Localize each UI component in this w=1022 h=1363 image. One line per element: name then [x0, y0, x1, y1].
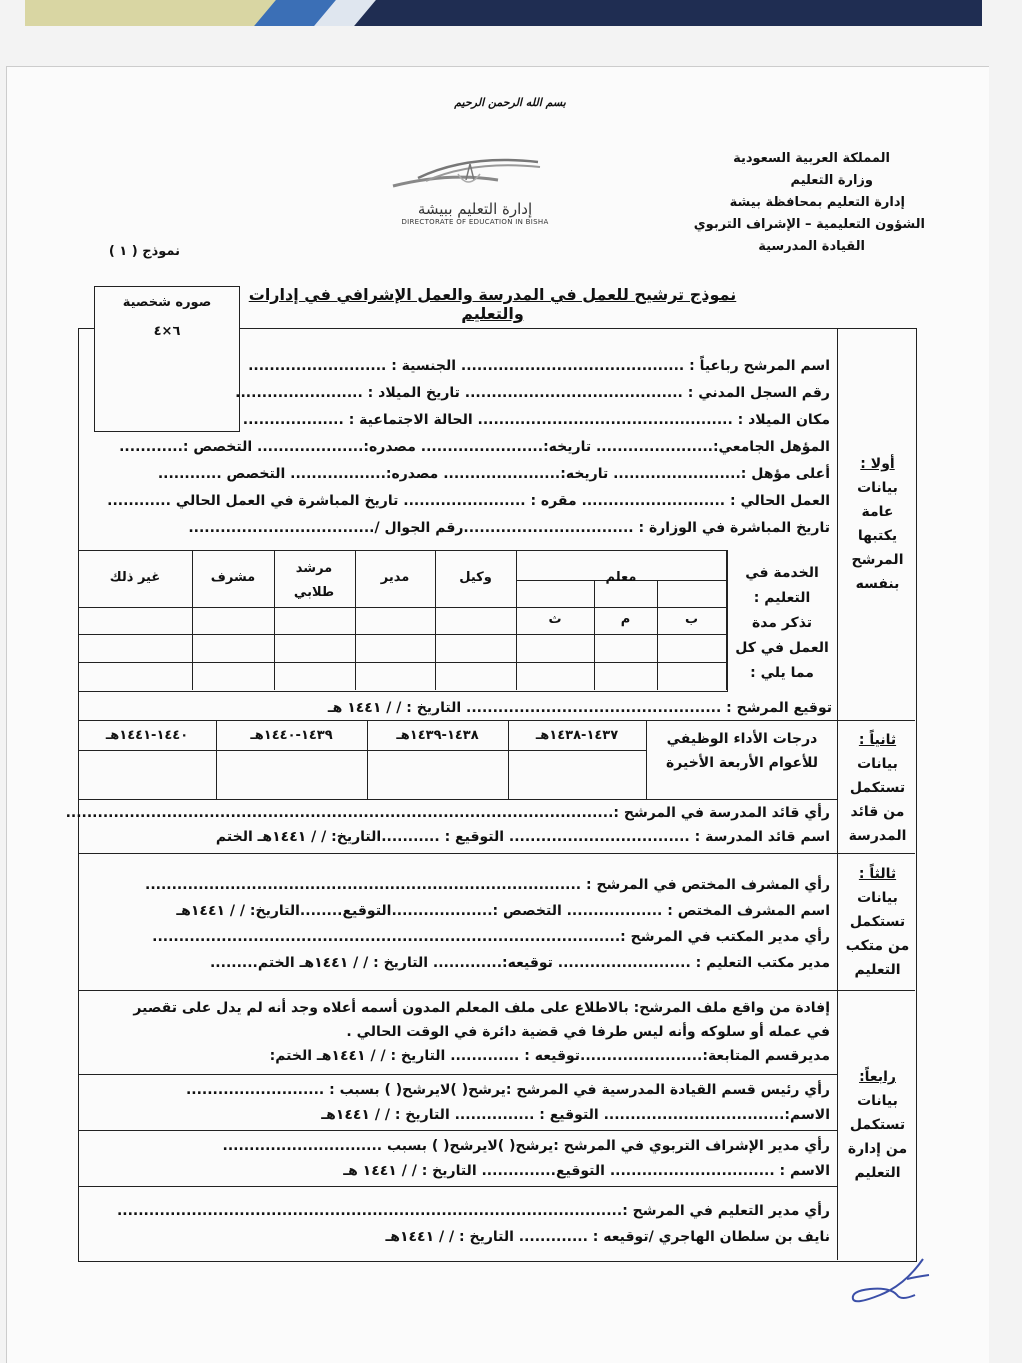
side-text: بيانات	[857, 756, 898, 772]
field-line: في عمله أو سلوكه وأنه ليس طرفا في قضية دائرة في الوقت الحالي .	[346, 1024, 830, 1040]
field-line: الاسم:.................................. التوقيع : ............... التاريخ : / / ١٤٤١هـ	[321, 1107, 830, 1123]
teacher-sub-th: ث	[548, 612, 562, 627]
side-text: ثانياً :	[858, 732, 897, 748]
section2-label	[840, 728, 915, 848]
year-1440: ١٤٤٠-١٤٤١هـ	[105, 728, 189, 743]
section3-fields	[90, 872, 830, 976]
section2-fields	[65, 801, 830, 849]
top-banner	[25, 0, 982, 26]
field-line: مكان الميلاد : ................................................ الحالة الاجتماعية : ...................	[242, 412, 830, 428]
field-line: رأي المشرف المختص في المرشح : ..................................................................................	[145, 877, 830, 893]
side-text: تستكمل	[849, 780, 906, 796]
header-line: القيادة المدرسية	[758, 239, 865, 254]
field-line: رأي مدير الإشراف التربوي في المرشح :يرشح( )لايرشح( ) بسبب ..............................	[222, 1138, 830, 1154]
photo-size: ٦×٤	[153, 324, 181, 339]
side-text: بنفسه	[855, 576, 900, 592]
section3-label	[840, 862, 915, 982]
field-line: إفادة من واقع ملف المرشح: بالاطلاع على ملف المعلم المدون أسمه أعلاه وجد أنه لم يدل على تقصير	[133, 1000, 830, 1016]
field-line: رأي مدير التعليم في المرشح :...............................................................................................	[116, 1203, 830, 1219]
side-text: تستكمل	[849, 914, 906, 930]
section1-fields	[95, 353, 830, 542]
field-line: الاسم : ............................... التوقيع.............. التاريخ : / / ١٤٤١ هـ	[343, 1163, 830, 1179]
section4-block4	[90, 1198, 830, 1250]
service-header-teacher: معلم	[605, 570, 637, 585]
service-header-supervisor: مشرف	[210, 570, 256, 585]
field-line: العمل الحالي : ........................... مقره : ....................... تاريخ المباشرة في العمل الحالي ............	[107, 493, 830, 509]
header-right	[680, 148, 925, 258]
year-1437: ١٤٣٧-١٤٣٨هـ	[535, 728, 619, 743]
header-line: إدارة التعليم بمحافظة بيشة	[729, 195, 905, 210]
side-text: عامة	[861, 504, 894, 520]
service-header-counselor: مرشد طلابي	[293, 561, 335, 600]
year-1438: ١٤٣٨-١٤٣٩هـ	[396, 728, 479, 743]
field-line: مديرقسم المتابعة:.......................توقيعه : ............. التاريخ : / / ١٤٤١هـ الختم:	[269, 1048, 830, 1064]
label-line: التعليم :	[753, 590, 811, 606]
side-text: المدرسة	[848, 828, 907, 844]
field-line: رأي مدير المكتب في المرشح :........................................................................................	[152, 929, 830, 945]
photo-label: صوره شخصية	[122, 295, 212, 310]
side-text: رابعاً:	[859, 1069, 896, 1085]
teacher-sub-m: م	[620, 612, 631, 627]
field-line: نايف بن سلطان الهاجري /توقيعه : ............. التاريخ : / / ١٤٤١هـ	[385, 1229, 830, 1245]
header-line: المملكة العربية السعودية	[733, 151, 890, 166]
teacher-sub-b: ب	[684, 612, 699, 627]
label-line: مما يلي :	[750, 665, 814, 681]
service-header-other: غير ذلك	[109, 570, 161, 585]
side-text: التعليم	[854, 1165, 901, 1181]
header-line: الشؤون التعليمية – الإشراف التربوي	[693, 217, 925, 232]
logo	[380, 150, 570, 226]
side-text: بيانات	[857, 480, 898, 496]
year-1439: ١٤٣٩-١٤٤٠هـ	[250, 728, 333, 743]
logo-arabic-text: إدارة التعليم ببيشة	[417, 200, 533, 218]
side-text: تستكمل	[849, 1117, 906, 1133]
header-line: وزارة التعليم	[790, 173, 873, 188]
field-line: اسم المشرف المختص : .................. التخصص :...................التوقيع........التاريخ: / / ١٤٤١هـ	[176, 903, 830, 919]
form-title: نموذج ترشيح للعمل في المدرسة والعمل الإشرافي في إدارات والتعليم	[248, 285, 737, 323]
service-header-principal: مدير	[380, 570, 410, 585]
side-text: المرشح	[851, 552, 904, 568]
side-text: من قائد	[850, 804, 905, 820]
model-number: نموذج ( ١ )	[108, 244, 180, 259]
field-line: رأي قائد المدرسة في المرشح :.......................................................................................................	[65, 805, 830, 821]
field-line: مدير مكتب التعليم : ......................... توقيعه:............. التاريخ : / / ١٤٤١هـ الختم.........	[209, 955, 830, 971]
section4-block2	[90, 1078, 830, 1128]
performance-label: درجات الأداء الوظيفي للأعوام الأربعة الأخيرة	[666, 731, 818, 771]
section4-label	[840, 1065, 915, 1185]
label-line: تذكر مدة	[751, 615, 813, 631]
logo-mark-icon	[388, 150, 548, 200]
label-line: الخدمة في	[745, 565, 819, 581]
side-text: التعليم	[854, 962, 901, 978]
basmala: بسم الله الرحمن الرحيم	[454, 96, 566, 109]
label-line: العمل في كل	[735, 640, 829, 656]
side-text: يكتبها	[857, 528, 898, 544]
field-line: اسم المرشح رباعياً : .......................................... الجنسية : ..........................	[248, 358, 830, 374]
side-text: من إدارة	[847, 1141, 908, 1157]
section1-label	[840, 452, 915, 596]
logo-english-text: DIRECTORATE OF EDUCATION IN BISHA	[401, 218, 549, 226]
section4-block3	[90, 1134, 830, 1184]
side-text: بيانات	[857, 1093, 898, 1109]
section4-block1	[90, 996, 830, 1068]
candidate-signature: توقيع المرشح : ................................................ التاريخ : / / ١٤٤١ هـ	[327, 700, 832, 716]
side-text: من متكب	[845, 938, 910, 954]
service-label	[728, 561, 836, 686]
field-line: المؤهل الجامعي:...................... تاريخه:....................... مصدره:.................... التخصص :............	[119, 439, 830, 455]
side-text: بيانات	[857, 890, 898, 906]
side-text: أولا :	[860, 456, 895, 472]
field-line: رقم السجل المدني : ......................................... تاريخ الميلاد : ........................	[235, 385, 830, 401]
field-line: اسم قائد المدرسة : .................................. التوقيع : ...........التاريخ: / / ١٤٤١هـ الختم	[215, 829, 830, 845]
field-line: تاريخ المباشرة في الوزارة : ................................رقم الجوال /...................................	[188, 520, 830, 536]
side-text: ثالثاً :	[858, 866, 897, 882]
signature-scribble-icon	[845, 1255, 935, 1315]
field-line: أعلى مؤهل :........................ تاريخه:...................... مصدره:.................. التخصص ............	[157, 466, 830, 482]
service-header-deputy: وكيل	[459, 570, 492, 585]
field-line: رأي رئيس قسم القيادة المدرسية في المرشح :يرشح( )لايرشح( ) بسبب : ..........................	[185, 1082, 830, 1098]
